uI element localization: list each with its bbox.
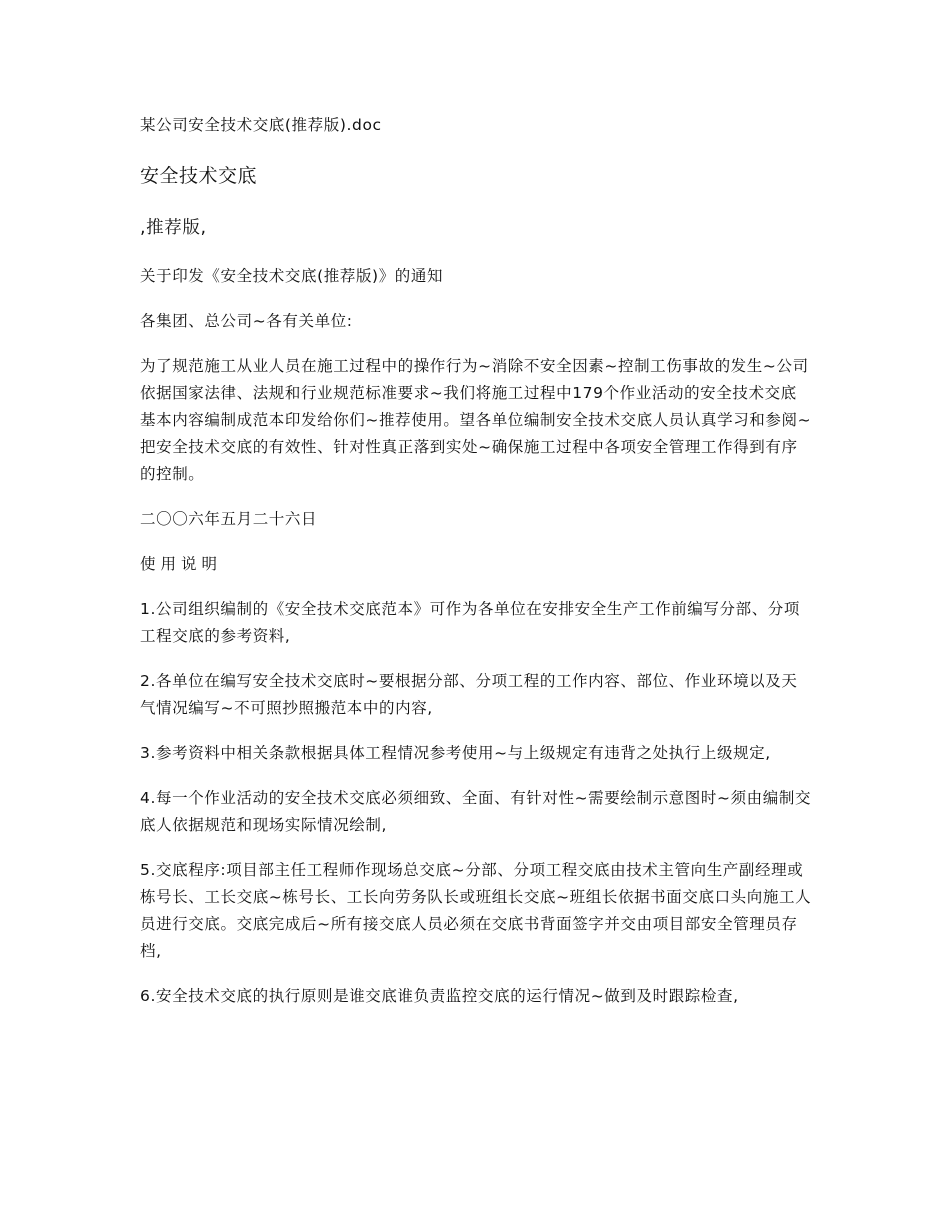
usage-title: 使用说明 [140,555,223,573]
usage-item-1: 1.公司组织编制的《安全技术交底范本》可作为各单位在安排安全生产工作前编写分部、分项工程交底的参考资料, [140,600,800,645]
document-page [140,112,812,1028]
document-heading: 安全技术交底 [140,165,258,187]
notice-title: 关于印发《安全技术交底(推荐版)》的通知 [140,267,444,285]
intro-paragraph: 为了规范施工从业人员在施工过程中的操作行为~消除不安全因素~控制工伤事故的发生~公司依据国家法律、法规和行业规范标准要求~我们将施工过程中179个作业活动的安全技术交底基本内容编制成范本印发给你们~推荐使用。望各单位编制安全技术交底人员认真学习和参阅~把安全技术交底的有效性、针对性真正落到实处~确保施工过程中各项安全管理工作得到有序的控制。 [140,357,812,483]
usage-item-4: 4.每一个作业活动的安全技术交底必须细致、全面、有针对性~需要绘制示意图时~须由编制交底人依据规范和现场实际情况绘制, [140,789,812,834]
file-title: 某公司安全技术交底(推荐版).doc [140,116,382,134]
usage-item-6: 6.安全技术交底的执行原则是谁交底谁负责监控交底的运行情况~做到及时跟踪检查, [140,987,739,1005]
usage-item-3: 3.参考资料中相关条款根据具体工程情况参考使用~与上级规定有违背之处执行上级规定, [140,744,771,762]
issue-date: 二〇〇六年五月二十六日 [140,510,318,528]
usage-item-2: 2.各单位在编写安全技术交底时~要根据分部、分项工程的工作内容、部位、作业环境以及天气情况编写~不可照抄照搬范本中的内容, [140,672,798,717]
addressee: 各集团、总公司~各有关单位: [140,312,353,330]
document-subheading: ,推荐版, [140,218,207,238]
usage-item-5: 5.交底程序:项目部主任工程师作现场总交底~分部、分项工程交底由技术主管向生产副经理或栋号长、工长交底~栋号长、工长向劳务队长或班组长交底~班组长依据书面交底口头向施工人员进行交底。交底完成后~所有接交底人员必须在交底书背面签字并交由项目部安全管理员存档, [140,861,812,960]
